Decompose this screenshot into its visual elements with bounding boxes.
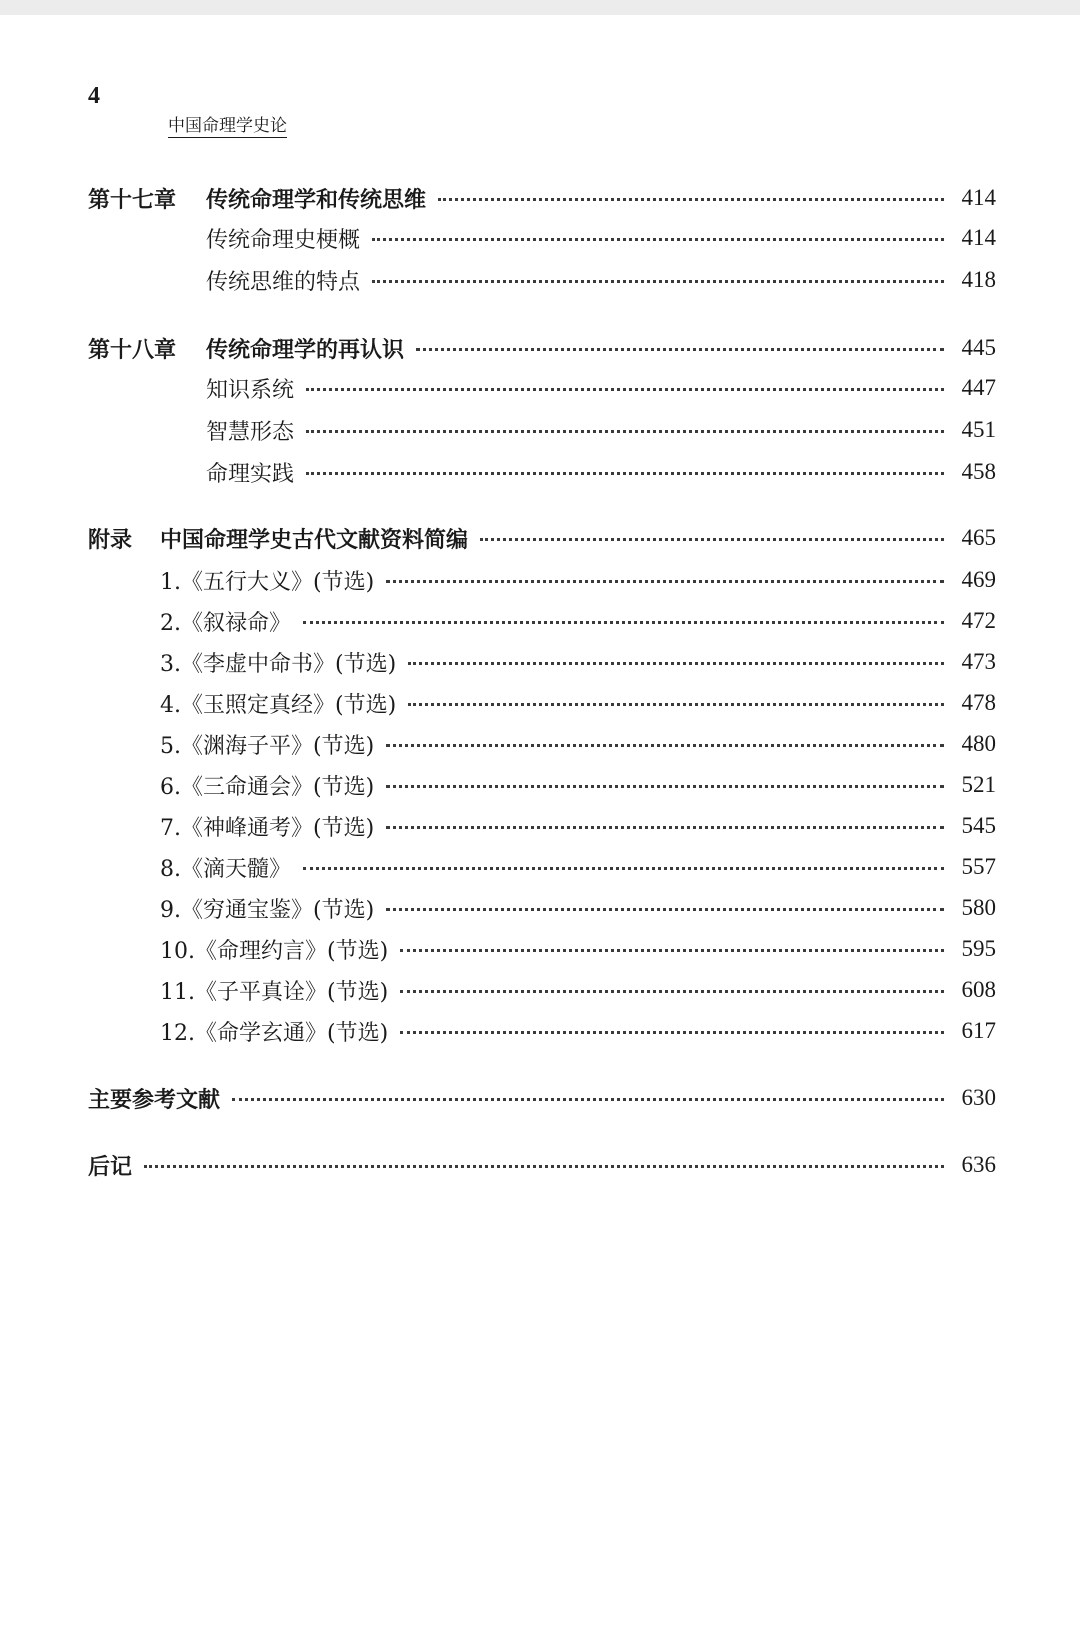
- toc-chapter-17[interactable]: [88, 180, 996, 216]
- dot-leader: [416, 348, 944, 351]
- page-ref: 472: [961, 608, 996, 633]
- item-title: 12.《命学玄通》(节选): [160, 1020, 389, 1046]
- dot-leader: [480, 538, 944, 541]
- item-title: 11.《子平真诠》(节选): [160, 979, 389, 1005]
- dot-leader: [303, 867, 944, 870]
- toc-appendix-item[interactable]: [160, 1013, 996, 1049]
- page-ref: 521: [961, 772, 996, 797]
- toc-section[interactable]: [206, 454, 996, 490]
- page-ref: 608: [961, 977, 996, 1002]
- top-scan-border: [0, 0, 1080, 15]
- page-ref: 458: [961, 459, 996, 484]
- page-ref: 414: [961, 185, 996, 210]
- page-ref: 595: [961, 936, 996, 961]
- dot-leader: [372, 280, 944, 283]
- toc-appendix-item[interactable]: [160, 685, 996, 721]
- page-ref: 473: [961, 649, 996, 674]
- dot-leader: [408, 703, 944, 706]
- toc-chapter-18[interactable]: [88, 330, 996, 366]
- references-title: 主要参考文献: [88, 1086, 221, 1113]
- chapter-number: 第十八章: [88, 336, 177, 363]
- section-title: 传统思维的特点: [206, 269, 361, 295]
- page-ref: 414: [961, 225, 996, 250]
- toc-appendix-item[interactable]: [160, 726, 996, 762]
- toc-section[interactable]: [206, 370, 996, 406]
- dot-leader: [306, 430, 944, 433]
- toc-appendix-item[interactable]: [160, 644, 996, 680]
- page-ref: 451: [961, 417, 996, 442]
- toc-appendix-item[interactable]: [160, 767, 996, 803]
- appendix-label: 附录: [88, 526, 133, 553]
- section-title: 智慧形态: [206, 419, 295, 445]
- dot-leader: [306, 388, 944, 391]
- chapter-number: 第十七章: [88, 186, 177, 213]
- section-title: 知识系统: [206, 377, 295, 403]
- toc-appendix-item[interactable]: [160, 849, 996, 885]
- page-ref: 630: [961, 1085, 996, 1110]
- item-title: 8.《滴天髓》: [160, 856, 291, 882]
- running-header-book-title: 中国命理学史论: [168, 116, 287, 136]
- dot-leader: [306, 472, 944, 475]
- item-title: 2.《叙禄命》: [160, 610, 291, 636]
- page-ref: 447: [961, 375, 996, 400]
- dot-leader: [232, 1098, 944, 1101]
- item-title: 4.《玉照定真经》(节选): [160, 692, 397, 718]
- page-ref: 445: [961, 335, 996, 360]
- toc-postscript[interactable]: [88, 1147, 996, 1183]
- dot-leader: [400, 1031, 944, 1034]
- item-title: 7.《神峰通考》(节选): [160, 815, 375, 841]
- page-ref: 478: [961, 690, 996, 715]
- dot-leader: [400, 990, 944, 993]
- dot-leader: [303, 621, 944, 624]
- toc-appendix-item[interactable]: [160, 603, 996, 639]
- page-ref: 469: [961, 567, 996, 592]
- page-ref: 480: [961, 731, 996, 756]
- toc-appendix-item[interactable]: [160, 972, 996, 1008]
- dot-leader: [386, 580, 944, 583]
- section-title: 命理实践: [206, 461, 295, 487]
- item-title: 3.《李虚中命书》(节选): [160, 651, 397, 677]
- chapter-title: 传统命理学的再认识: [206, 336, 405, 363]
- page-ref: 617: [961, 1018, 996, 1043]
- toc-appendix-item[interactable]: [160, 808, 996, 844]
- page-ref: 580: [961, 895, 996, 920]
- toc-section[interactable]: [206, 220, 996, 256]
- dot-leader: [438, 198, 944, 201]
- dot-leader: [386, 744, 944, 747]
- page-ref: 418: [961, 267, 996, 292]
- page-number: 4: [88, 83, 100, 109]
- page-ref: 545: [961, 813, 996, 838]
- item-title: 9.《穷通宝鉴》(节选): [160, 897, 375, 923]
- chapter-title: 传统命理学和传统思维: [206, 186, 427, 213]
- item-title: 10.《命理约言》(节选): [160, 938, 389, 964]
- dot-leader: [372, 238, 944, 241]
- item-title: 6.《三命通会》(节选): [160, 774, 375, 800]
- section-title: 传统命理史梗概: [206, 227, 361, 253]
- page-ref: 557: [961, 854, 996, 879]
- dot-leader: [386, 785, 944, 788]
- toc-appendix-item[interactable]: [160, 890, 996, 926]
- toc-appendix-item[interactable]: [160, 562, 996, 598]
- dot-leader: [400, 949, 944, 952]
- item-title: 5.《渊海子平》(节选): [160, 733, 375, 759]
- toc-section[interactable]: [206, 412, 996, 448]
- dot-leader: [408, 662, 944, 665]
- postscript-title: 后记: [88, 1153, 133, 1180]
- toc-section[interactable]: [206, 262, 996, 298]
- dot-leader: [144, 1165, 944, 1168]
- toc-references[interactable]: [88, 1080, 996, 1116]
- toc-appendix-item[interactable]: [160, 931, 996, 967]
- item-title: 1.《五行大义》(节选): [160, 569, 375, 595]
- toc-appendix[interactable]: [88, 520, 996, 556]
- appendix-title: 中国命理学史古代文献资料简编: [160, 526, 469, 553]
- dot-leader: [386, 826, 944, 829]
- page-ref: 636: [961, 1152, 996, 1177]
- dot-leader: [386, 908, 944, 911]
- page-ref: 465: [961, 525, 996, 550]
